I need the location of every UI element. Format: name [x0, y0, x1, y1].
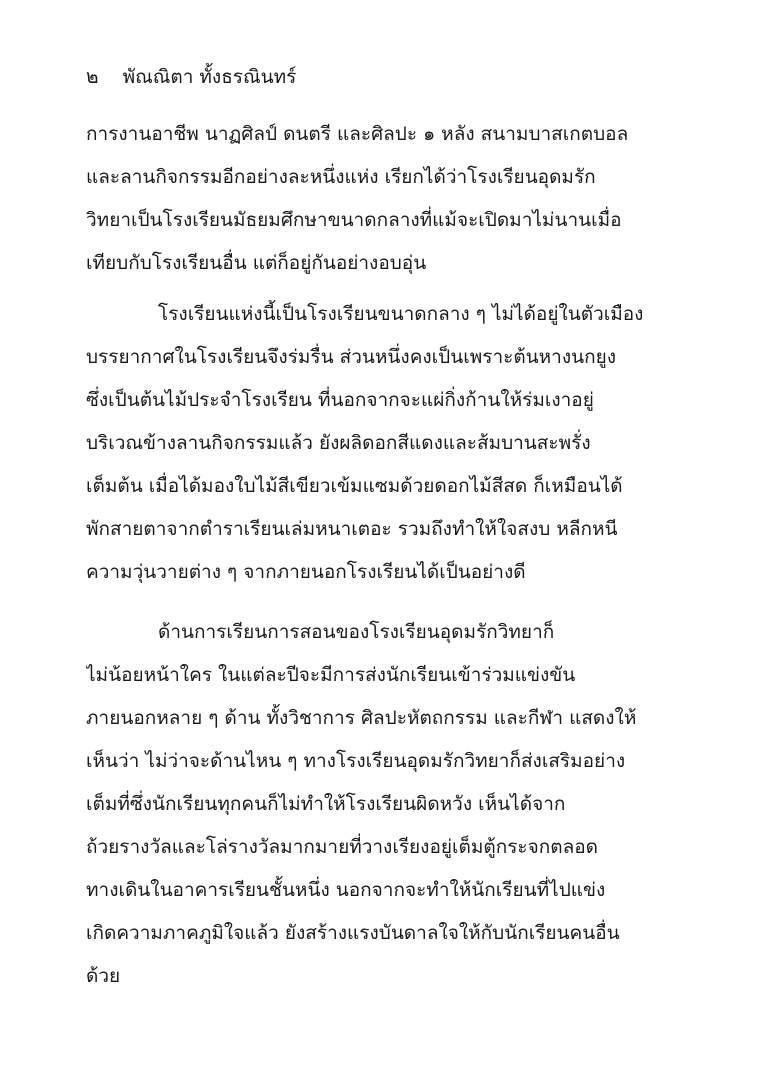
text-line: ความวุ่นวายต่าง ๆ จากภายนอกโรงเรียนได้เป็นอย่างดี: [86, 561, 526, 583]
paragraph-3: [86, 611, 686, 998]
text-line: ภายนอกหลาย ๆ ด้าน ทั้งวิชาการ ศิลปะหัตถกรรม และกีฬา แสดงให้: [86, 707, 637, 729]
text-line: เต็มที่ซึ่งนักเรียนทุกคนก็ไม่ทำให้โรงเรียนผิดหวัง เห็นได้จาก: [86, 793, 566, 815]
text-line: บรรยากาศในโรงเรียนจึงร่มรื่น ส่วนหนึ่งคงเป็นเพราะต้นหางนกยูง: [86, 346, 617, 368]
text-line: โรงเรียนแห่งนี้เป็นโรงเรียนขนาดกลาง ๆ ไม่ได้อยู่ในตัวเมือง: [158, 303, 644, 325]
author-name: พัณณิตา ทั้งธรณินทร์: [122, 66, 297, 88]
page-number: ๒: [86, 66, 99, 88]
text-line: เต็มต้น เมื่อได้มองใบไม้สีเขียวเข้มแซมด้วยดอกไม้สีสด ก็เหมือนได้: [86, 475, 623, 497]
text-line: ด้วย: [86, 965, 121, 987]
text-line: ถ้วยรางวัลและโล่รางวัลมากมายที่วางเรียงอยู่เต็มตู้กระจกตลอด: [86, 836, 598, 858]
running-header: [86, 62, 296, 92]
text-line: และลานกิจกรรมอีกอย่างละหนึ่งแห่ง เรียกได้ว่าโรงเรียนอุดมรัก: [86, 166, 596, 188]
text-line: เทียบกับโรงเรียนอื่น แต่ก็อยู่กันอย่างอบอุ่น: [86, 252, 427, 274]
text-line: เห็นว่า ไม่ว่าจะด้านไหน ๆ ทางโรงเรียนอุดมรักวิทยาก็ส่งเสริมอย่าง: [86, 750, 626, 772]
text-line: เกิดความภาคภูมิใจแล้ว ยังสร้างแรงบันดาลใจให้กับนักเรียนคนอื่น: [86, 922, 620, 944]
text-line: ทางเดินในอาคารเรียนชั้นหนึ่ง นอกจากจะทำให้นักเรียนที่ไปแข่ง: [86, 879, 606, 901]
text-line: การงานอาชีพ นาฏศิลป์ ดนตรี และศิลปะ ๑ หลัง สนามบาสเกตบอล: [86, 123, 629, 145]
text-line: ซึ่งเป็นต้นไม้ประจำโรงเรียน ที่นอกจากจะแผ่กิ่งก้านให้ร่มเงาอยู่: [86, 389, 594, 411]
text-line: วิทยาเป็นโรงเรียนมัธยมศึกษาขนาดกลางที่แม้จะเปิดมาไม่นานเมื่อ: [86, 209, 622, 231]
paragraph-1: [86, 113, 686, 285]
text-line: บริเวณข้างลานกิจกรรมแล้ว ยังผลิดอกสีแดงและส้มบานสะพรั่ง: [86, 432, 591, 454]
text-line: ไม่น้อยหน้าใคร ในแต่ละปีจะมีการส่งนักเรียนเข้าร่วมแข่งขัน: [86, 664, 576, 686]
text-line: ด้านการเรียนการสอนของโรงเรียนอุดมรักวิทยาก็: [158, 621, 555, 643]
paragraph-2: [86, 293, 686, 594]
text-line: พักสายตาจากตำราเรียนเล่มหนาเตอะ รวมถึงทำให้ใจสงบ หลีกหนี: [86, 518, 618, 540]
body-text: [86, 113, 686, 998]
